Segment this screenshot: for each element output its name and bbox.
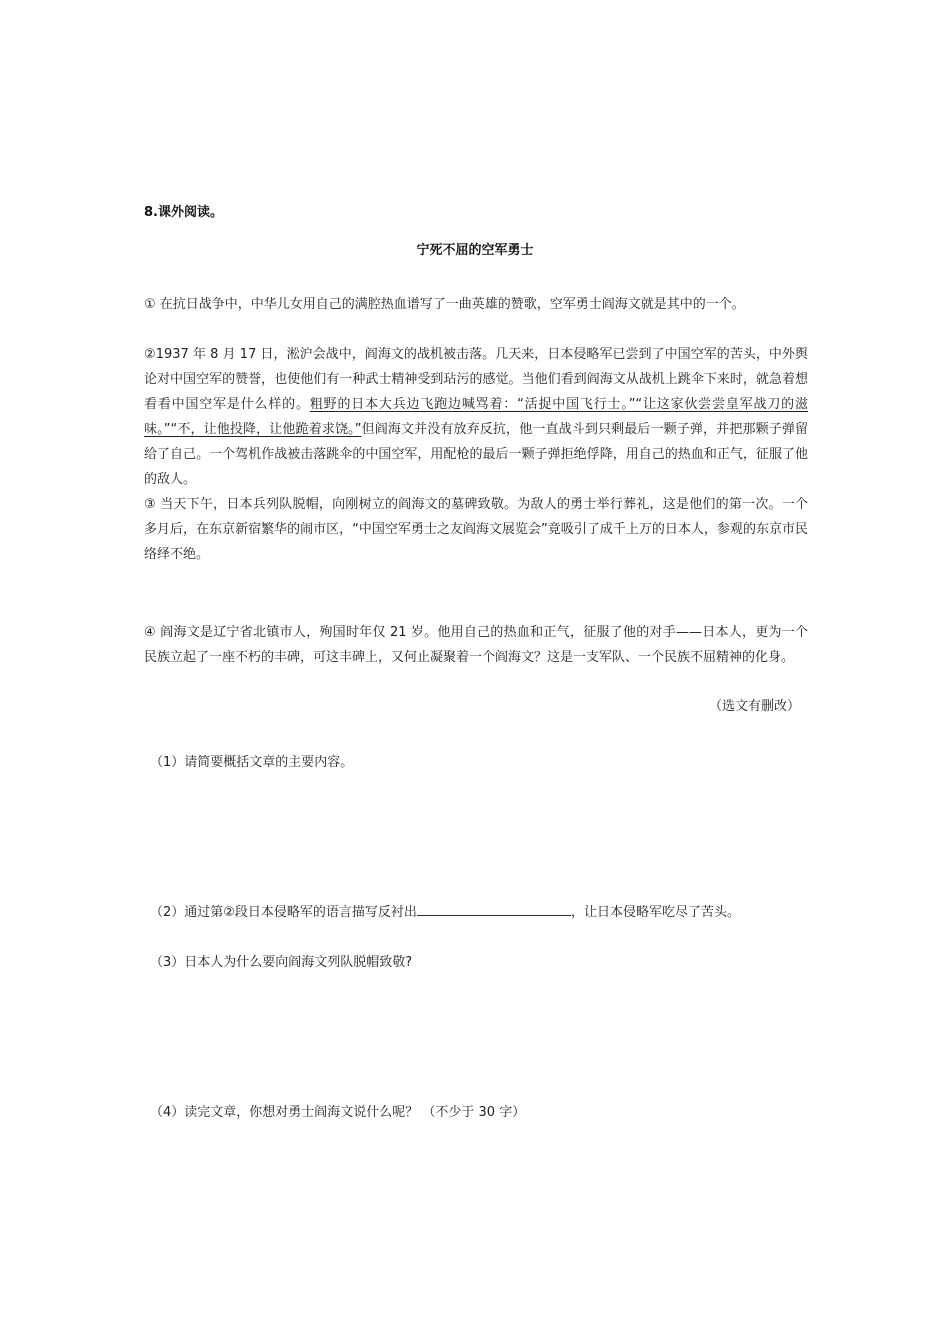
paragraph-2-underlined-quote: 粗野的日本大兵边飞跑边喊骂着：“活捉中国飞行士。”“让这家伙尝尝皇军战刀的滋味。”“不，让他投降，让他跪着求饶。” (144, 397, 808, 437)
question-2-text-end: ，让日本侵略军吃尽了苦头。 (570, 905, 740, 920)
paragraph-1: ① 在抗日战争中，中华儿女用自己的满腔热血谱写了一曲英雄的赞歌，空军勇士阎海文就是其中的一个。 (144, 297, 745, 312)
question-3: （3）日本人为什么要向阎海文列队脱帽致敬? (150, 955, 413, 970)
question-heading: 8.课外阅读。 (144, 205, 223, 220)
paragraph-2-text-start: ②1937 年 8 月 17 日，淞沪会战中，阎海文的战机被击落。几天来，日本侵略军已尝到了中国空军的苦头，中外舆论对中国空军的赞誉，也使他们有一种武士精神受到玷污的感觉。当他们看到阎海文从战机上跳伞下来时，就急着想看看中国空军是什么样的。 (144, 347, 808, 412)
answer-blank[interactable] (417, 903, 571, 916)
question-4: （4）读完文章，你想对勇士阎海文说什么呢？ （不少于 30 字） (150, 1105, 526, 1120)
paragraph-3: ③ 当天下午，日本兵列队脱帽，向刚树立的阎海文的墓碑致敬。为敌人的勇士举行葬礼，这是他们的第一次。一个多月后，在东京新宿繁华的闹市区，“中国空军勇士之友阎海文展览会”竟吸引了成千上万的日本人，参观的东京市民络绎不绝。 (144, 497, 808, 562)
article-title: 宁死不屈的空军勇士 (416, 243, 534, 258)
paragraph-2-text-end: 但阎海文并没有放弃反抗，他一直战斗到只剩最后一颗子弹，并把那颗子弹留给了自己。一个驾机作战被击落跳伞的中国空军，用配枪的最后一颗子弹拒绝俘降，用自己的热血和正气，征服了他的敌人。 (144, 422, 808, 487)
source-note: （选文有删改） (708, 699, 800, 714)
paragraph-4: ④ 阎海文是辽宁省北镇市人，殉国时年仅 21 岁。他用自己的热血和正气，征服了他的对手——日本人，更为一个民族立起了一座不朽的丰碑，可这丰碑上，又何止凝聚着一个阎海文？这是一支军队、一个民族不屈精神的化身。 (144, 625, 808, 665)
paragraph-2 (144, 342, 808, 492)
question-1: （1）请简要概括文章的主要内容。 (150, 755, 354, 770)
question-2 (150, 901, 740, 920)
question-2-text-start: （2）通过第②段日本侵略军的语言描写反衬出 (150, 905, 417, 920)
